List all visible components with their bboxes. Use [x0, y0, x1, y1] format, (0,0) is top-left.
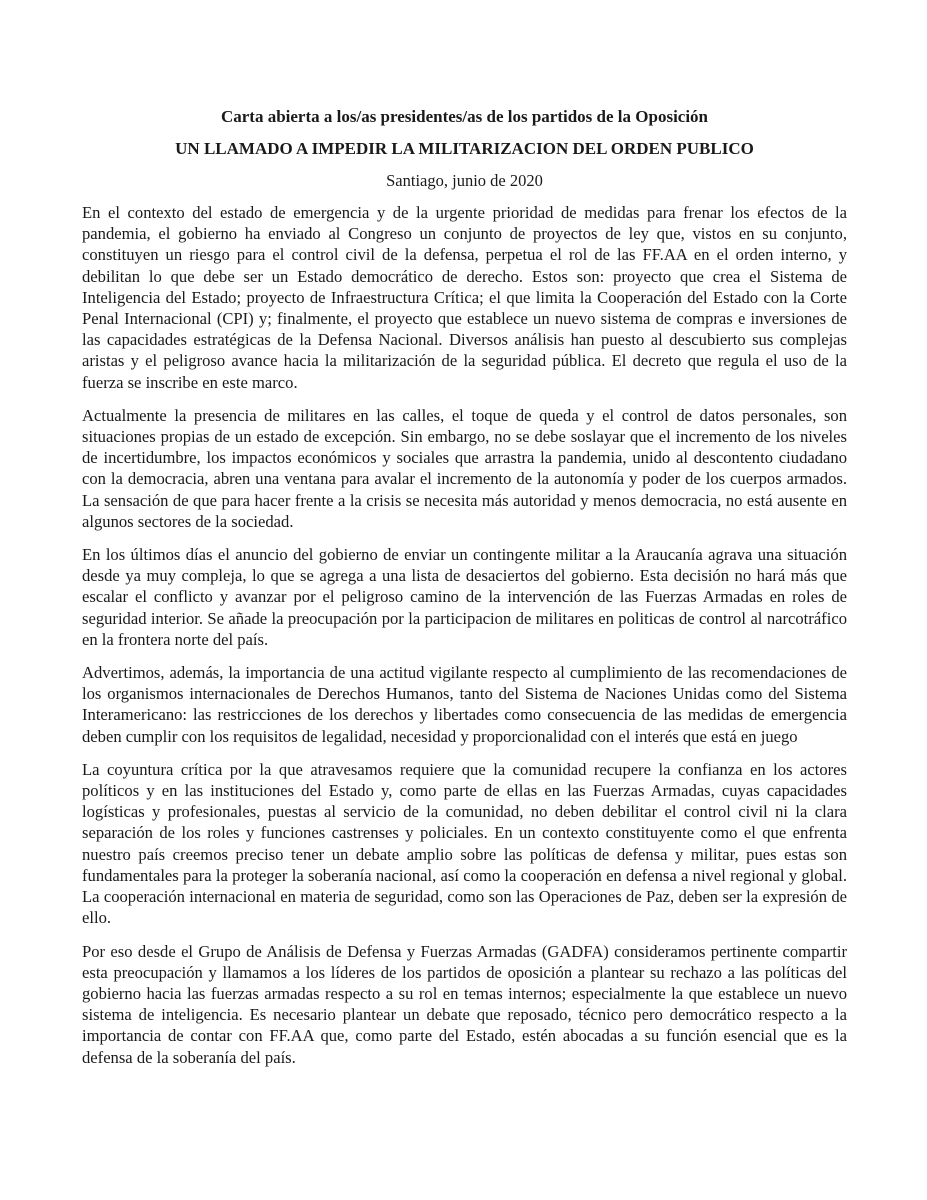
paragraph-1: En el contexto del estado de emergencia y de la urgente prioridad de medidas para frenar los efectos de la pandemia, el gobierno ha enviado al Congreso un conjunto de proyectos de ley que, vistos en su conjunto, constituyen un riesgo para el control civil de la defensa, perpetua el rol de las FF.AA en el orden interno, y debilitan lo que debe ser un Estado democrático de derecho. Estos son: proyecto que crea el Sistema de Inteligencia del Estado; proyecto de Infraestructura Crítica; el que limita la Cooperación del Estado con la Corte Penal Internacional (CPI) y; finalmente, el proyecto que establece un nuevo sistema de compras e inversiones de las capacidades estratégicas de la Defensa Nacional. Diversos análisis han puesto al descubierto sus complejas aristas y el peligroso avance hacia la militarización de la seguridad pública. El decreto que regula el uso de la fuerza se inscribe en este marco.	[82, 203, 847, 392]
paragraph-5: La coyuntura crítica por la que atravesamos requiere que la comunidad recupere la confianza en los actores políticos y en las instituciones del Estado y, como parte de ellas en las Fuerzas Armadas, cuyas capacidades logísticas y profesionales, puestas al servicio de la comunidad, no deben debilitar el control civil ni la clara separación de los roles y funciones castrenses y policiales. En un contexto constituyente como el que enfrenta nuestro país creemos preciso tener un debate amplio sobre las políticas de defensa y militar, pues estas son fundamentales para la proteger la soberanía nacional, así como la cooperación en defensa a nivel regional y global. La cooperación internacional en materia de seguridad, como son las Operaciones de Paz, deben ser la expresión de ello.	[82, 759, 847, 928]
letter-title: Carta abierta a los/as presidentes/as de los partidos de la Oposición	[220, 107, 709, 126]
letter-subtitle: UN LLAMADO A IMPEDIR LA MILITARIZACION DEL ORDEN PUBLICO	[175, 139, 754, 158]
paragraph-6: Por eso desde el Grupo de Análisis de Defensa y Fuerzas Armadas (GADFA) consideramos pertinente compartir esta preocupación y llamamos a los líderes de los partidos de oposición a plantear su rechazo a las políticas del gobierno hacia las fuerzas armadas respecto a su rol en temas internos; especialmente la que establece un nuevo sistema de inteligencia. Es necesario plantear un debate que reposado, técnico pero democrático respecto a la importancia de contar con FF.AA que, como parte del Estado, estén abocadas a su función esencial que es la defensa de la soberanía del país.	[82, 941, 847, 1067]
place-date: Santiago, junio de 2020	[386, 171, 543, 190]
paragraph-4: Advertimos, además, la importancia de una actitud vigilante respecto al cumplimiento de las recomendaciones de los organismos internacionales de Derechos Humanos, tanto del Sistema de Naciones Unidas como del Sistema Interamericano: las restricciones de los derechos y libertades como consecuencia de las medidas de emergencia deben cumplir con los requisitos de legalidad, necesidad y proporcionalidad con el interés que está en juego	[82, 663, 847, 746]
paragraph-2: Actualmente la presencia de militares en las calles, el toque de queda y el control de datos personales, son situaciones propias de un estado de excepción. Sin embargo, no se debe soslayar que el incremento de los niveles de incertidumbre, los impactos económicos y sociales que arrastra la pandemia, unido al descontento ciudadano con la democracia, abren una ventana para avalar el incremento de la autonomía y poder de los cuerpos armados. La sensación de que para hacer frente a la crisis se necesita más autoridad y menos democracia, no está ausente en algunos sectores de la sociedad.	[82, 405, 847, 531]
paragraph-3: En los últimos días el anuncio del gobierno de enviar un contingente militar a la Araucanía agrava una situación desde ya muy compleja, lo que se agrega a una lista de desaciertos del gobierno. Esta decisión no hará más que escalar el conflicto y avanzar por el peligroso camino de la intervención de las Fuerzas Armadas en roles de seguridad interior. Se añade la preocupación por la participacion de militares en politicas de control al narcotráfico en la frontera norte del país.	[82, 545, 847, 649]
letter-page	[82, 106, 847, 1080]
